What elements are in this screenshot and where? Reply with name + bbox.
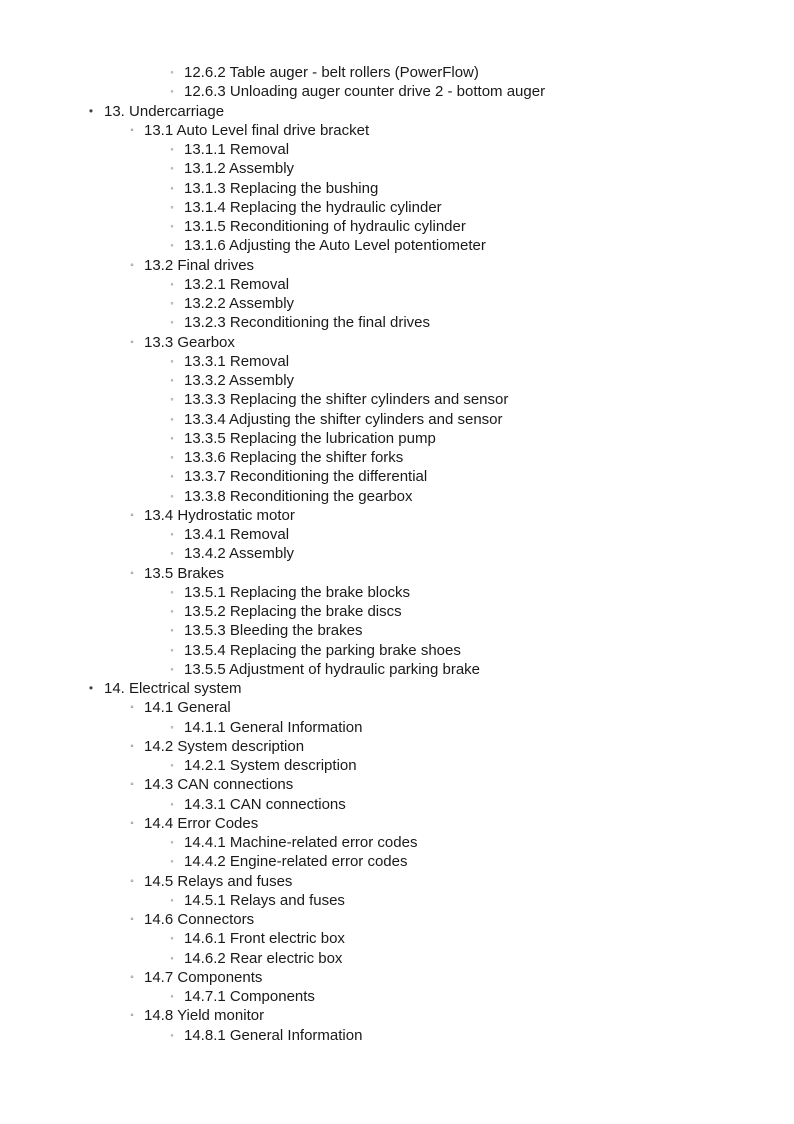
hollow-bullet-icon: ◦ [130,1010,134,1022]
toc-item-label: 13.3.7 Reconditioning the differential [184,468,428,486]
toc-item-label: 13.2 Final drives [144,256,255,274]
toc-item-level-2 [0,698,794,717]
hollow-bullet-icon: ◦ [170,586,174,597]
toc-item-level-3 [0,236,794,255]
toc-item-level-3 [0,217,794,236]
toc-item-level-3 [0,352,794,371]
toc-item-level-3 [0,313,794,332]
toc-item-label: 14.4.1 Machine-related error codes [184,834,418,851]
toc-item-label: 14.2.1 System description [184,757,357,774]
hollow-bullet-icon: ◦ [170,644,174,655]
hollow-bullet-icon: ◦ [170,1029,174,1040]
hollow-bullet-icon: ◦ [170,317,174,328]
toc-item-level-3 [0,621,794,640]
toc-item-level-3 [0,795,794,814]
toc-item-label: 14.4.2 Engine-related error codes [184,853,408,871]
toc-item-label: 13.5.2 Replacing the brake discs [184,603,402,620]
hollow-bullet-icon: ◦ [130,567,134,579]
hollow-bullet-icon: ◦ [170,490,174,501]
toc-item-label: 13.1.3 Replacing the bushing [184,179,379,197]
toc-item-label: 14.1 General [144,699,231,717]
hollow-bullet-icon: ◦ [170,355,174,366]
toc-item-level-3 [0,198,794,217]
hollow-bullet-icon: ◦ [170,952,174,963]
hollow-bullet-icon: ◦ [170,548,174,559]
hollow-bullet-icon: ◦ [170,67,174,77]
hollow-bullet-icon: ◦ [170,278,174,289]
toc-item-label: 14.1.1 General Information [184,718,363,736]
toc-item-label: 13. Undercarriage [104,102,225,120]
hollow-bullet-icon: ◦ [170,837,174,847]
hollow-bullet-icon: ◦ [130,914,134,925]
toc-item-level-3 [0,294,794,313]
toc-item-label: 14.3.1 CAN connections [184,795,346,813]
hollow-bullet-icon: ◦ [170,471,174,482]
toc-item-label: 13.1.1 Removal [184,141,290,158]
toc-item-label: 12.6.3 Unloading auger counter drive 2 - bottom auger [184,83,546,101]
hollow-bullet-icon: ◦ [170,798,174,809]
toc-item-label: 14.8.1 General Information [184,1026,363,1044]
toc-item-label: 13.5.3 Bleeding the brakes [184,622,363,640]
toc-item-level-2 [0,121,794,140]
hollow-bullet-icon: ◦ [170,375,174,385]
hollow-bullet-icon: ◦ [170,182,174,193]
toc-item-level-3 [0,82,794,101]
hollow-bullet-icon: ◦ [170,856,174,867]
hollow-bullet-icon: ◦ [170,663,174,674]
toc-item-level-3 [0,641,794,660]
toc-item-level-3 [0,987,794,1006]
toc-item-label: 14.3 CAN connections [144,776,294,794]
toc-item-level-2 [0,910,794,929]
toc-item-label: 14.5.1 Relays and fuses [184,891,345,909]
toc-item-level-3 [0,833,794,852]
toc-item-label: 14.8 Yield monitor [144,1007,265,1025]
toc-item-level-3 [0,852,794,871]
hollow-bullet-icon: ◦ [170,298,174,308]
toc-item-level-2 [0,775,794,794]
hollow-bullet-icon: ◦ [170,991,174,1001]
bullet-icon: • [88,681,94,695]
toc-item-level-3 [0,718,794,737]
toc-item-label: 14.6.2 Rear electric box [184,949,343,967]
toc-item-label: 13.1.4 Replacing the hydraulic cylinder [184,198,442,216]
toc-item-level-3 [0,544,794,563]
toc-item-label: 13.1 Auto Level final drive bracket [144,121,370,139]
toc-item-label: 14.7 Components [144,968,263,986]
hollow-bullet-icon: ◦ [170,721,174,732]
toc-item-label: 13.3 Gearbox [144,333,235,351]
toc-item-label: 13.5.5 Adjustment of hydraulic parking brake [184,660,481,678]
toc-item-level-3 [0,891,794,910]
toc-item-level-2 [0,968,794,987]
toc-item-level-2 [0,737,794,756]
hollow-bullet-icon: ◦ [130,740,134,752]
toc-item-level-1 [0,102,794,121]
toc-item-level-3 [0,371,794,390]
hollow-bullet-icon: ◦ [170,394,174,405]
hollow-bullet-icon: ◦ [170,529,174,539]
toc-item-label: 13.4.2 Assembly [184,545,295,563]
toc-item-level-3 [0,467,794,486]
bullet-icon: • [88,103,94,118]
toc-item-level-2 [0,256,794,275]
toc-item-level-2 [0,1006,794,1025]
hollow-bullet-icon: ◦ [130,509,134,521]
toc-item-label: 13.1.2 Assembly [184,160,295,178]
hollow-bullet-icon: ◦ [170,432,174,443]
toc-item-label: 14.6.1 Front electric box [184,930,345,948]
hollow-bullet-icon: ◦ [130,702,134,714]
hollow-bullet-icon: ◦ [130,259,134,271]
hollow-bullet-icon: ◦ [170,625,174,636]
toc-item-label: 13.4 Hydrostatic motor [144,506,295,524]
hollow-bullet-icon: ◦ [170,606,174,616]
hollow-bullet-icon: ◦ [170,240,174,251]
toc-item-label: 13.1.5 Reconditioning of hydraulic cylinder [184,218,466,235]
toc-item-label: 13.3.1 Removal [184,352,290,370]
hollow-bullet-icon: ◦ [170,86,174,97]
toc-item-level-3 [0,159,794,178]
toc-item-level-2 [0,564,794,583]
toc-item-label: 13.3.2 Assembly [184,372,295,389]
toc-item-level-3 [0,410,794,429]
hollow-bullet-icon: ◦ [170,163,174,174]
toc-item-level-3 [0,390,794,409]
toc-item-label: 13.3.6 Replacing the shifter forks [184,449,404,466]
toc-item-label: 13.2.1 Removal [184,275,290,293]
toc-item-level-3 [0,140,794,159]
toc-item-label: 14.6 Connectors [144,911,255,928]
toc-item-label: 14.4 Error Codes [144,814,259,832]
hollow-bullet-icon: ◦ [130,817,134,829]
toc-item-level-3 [0,275,794,294]
toc-item-label: 13.2.2 Assembly [184,295,295,312]
toc-item-level-3 [0,179,794,198]
toc-item-level-2 [0,333,794,352]
hollow-bullet-icon: ◦ [170,413,174,424]
toc-item-label: 14.5 Relays and fuses [144,872,293,890]
hollow-bullet-icon: ◦ [170,201,174,212]
toc-item-label: 13.3.3 Replacing the shifter cylinders and sensor [184,391,509,409]
toc-item-label: 13.5 Brakes [144,564,225,582]
hollow-bullet-icon: ◦ [170,760,174,770]
toc-item-level-3 [0,583,794,602]
toc-item-level-2 [0,506,794,525]
toc-item-label: 13.5.4 Replacing the parking brake shoes [184,641,461,659]
toc-item-label: 12.6.2 Table auger - belt rollers (PowerFlow) [184,64,479,81]
toc-item-level-3 [0,448,794,467]
hollow-bullet-icon: ◦ [130,124,134,136]
hollow-bullet-icon: ◦ [130,875,134,887]
toc-item-level-3 [0,660,794,679]
toc-item-level-3 [0,602,794,621]
toc-item-label: 13.5.1 Replacing the brake blocks [184,583,410,601]
toc-item-level-1 [0,679,794,698]
toc-item-label: 13.3.4 Adjusting the shifter cylinders and sensor [184,410,503,428]
toc-item-label: 14.2 System description [144,737,305,755]
toc-item-label: 13.1.6 Adjusting the Auto Level potentiometer [184,237,486,255]
toc-item-level-3 [0,949,794,968]
toc-item-level-3 [0,1026,794,1045]
toc-item-level-3 [0,525,794,544]
toc-item-label: 14.7.1 Components [184,988,315,1005]
table-of-contents [0,63,794,1045]
hollow-bullet-icon: ◦ [130,779,134,791]
toc-item-level-3 [0,756,794,775]
toc-item-level-3 [0,929,794,948]
toc-item-label: 13.3.5 Replacing the lubrication pump [184,429,436,447]
hollow-bullet-icon: ◦ [170,144,174,154]
toc-item-level-3 [0,487,794,506]
toc-item-level-3 [0,429,794,448]
hollow-bullet-icon: ◦ [170,452,174,462]
hollow-bullet-icon: ◦ [170,221,174,231]
hollow-bullet-icon: ◦ [130,971,134,983]
toc-item-level-2 [0,814,794,833]
toc-item-label: 13.4.1 Removal [184,526,290,543]
hollow-bullet-icon: ◦ [170,933,174,944]
hollow-bullet-icon: ◦ [170,894,174,905]
hollow-bullet-icon: ◦ [130,336,134,348]
toc-item-level-2 [0,872,794,891]
toc-item-label: 14. Electrical system [104,680,242,697]
toc-item-label: 13.2.3 Reconditioning the final drives [184,314,430,332]
toc-item-label: 13.3.8 Reconditioning the gearbox [184,487,413,505]
toc-item-level-3 [0,63,794,82]
